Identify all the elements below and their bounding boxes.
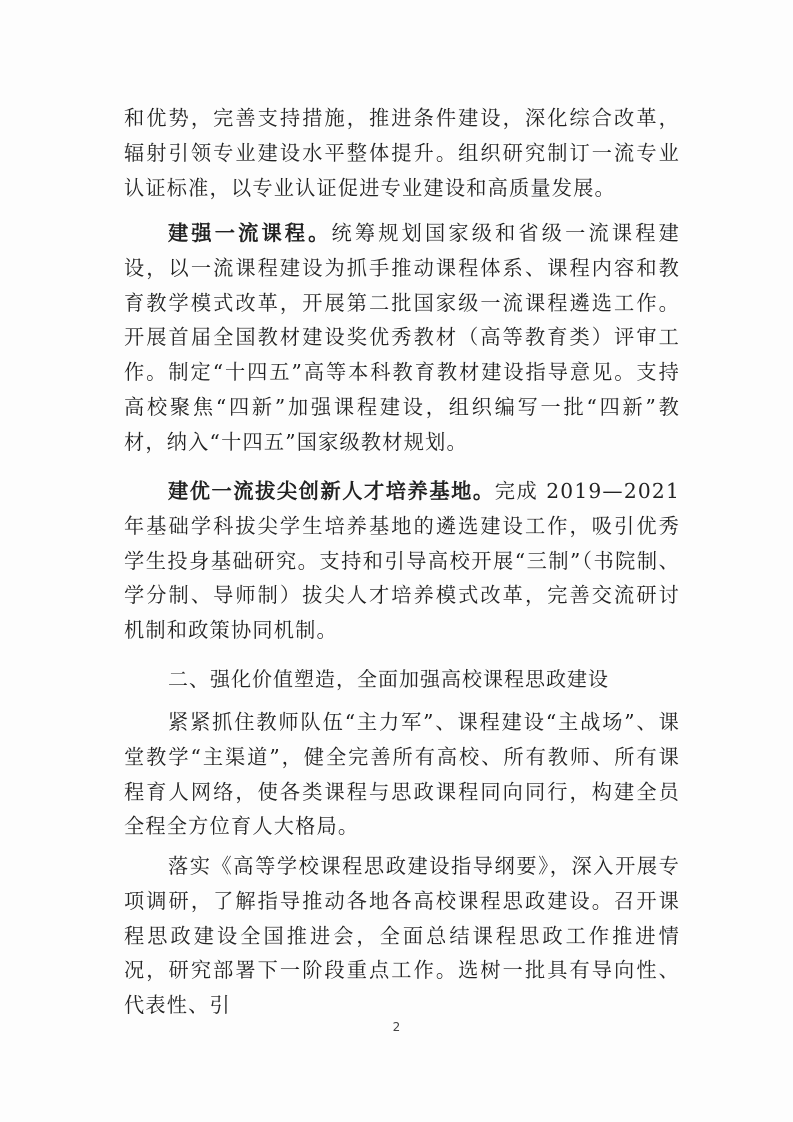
paragraph-body-courses: 统筹规划国家级和省级一流课程建设，以一流课程建设为抓手推动课程体系、课程内容和教育教学模式改革，开展第二批国家级一流课程遴选工作。开展首届全国教材建设奖优秀教材（高等教育类）评审工作。制定“十四五”高等本科教育教材建设指导意见。支持高校聚焦“四新”加强课程建设，组织编写一批“四新”教材，纳入“十四五”国家级教材规划。 (124, 221, 680, 454)
section-heading-block (124, 662, 680, 697)
paragraph-lead-courses: 建强一流课程。 (168, 221, 332, 245)
paragraph-first-class-courses (124, 216, 680, 460)
paragraph-talent-base (124, 474, 680, 648)
paragraph-guideline-text: 落实《高等学校课程思政建设指导纲要》，深入开展专项调研，了解指导推动各地各高校课程思政建设。召开课程思政建设全国推进会，全面总结课程思政工作推进情况，研究部署下一阶段重点工作。选树一批具有导向性、代表性、引 (124, 854, 680, 1018)
paragraph-body-talent: 完成 2019—2021 年基础学科拔尖学生培养基地的遴选建设工作，吸引优秀学生投身基础研究。支持和引导高校开展“三制”（书院制、学分制、导师制）拔尖人才培养模式改革，完善交流研讨机制和政策协同机制。 (124, 479, 680, 643)
paragraph-courses (124, 216, 680, 460)
paragraph-continued-text: 和优势，完善支持措施，推进条件建设，深化综合改革，辐射引领专业建设水平整体提升。组织研究制订一流专业认证标准，以专业认证促进专业建设和高质量发展。 (124, 106, 680, 200)
paragraph-talent (124, 474, 680, 648)
paragraph-ideological: 紧紧抓住教师队伍“主力军”、课程建设“主战场”、课堂教学“主渠道”，健全完善所有高校、所有教师、所有课程育人网络，使各类课程与思政课程同向同行，构建全员全程全方位育人大格局。 (124, 710, 680, 839)
paragraph-guideline (124, 849, 680, 1023)
section-heading: 二、强化价值塑造，全面加强高校课程思政建设 (168, 667, 609, 691)
paragraph-professional-advantage (124, 101, 680, 205)
paragraph-ideological-courses (124, 705, 680, 844)
paragraph-lead-talent: 建优一流拔尖创新人才培养基地。 (168, 479, 495, 503)
page-number: 2 (392, 1020, 401, 1034)
